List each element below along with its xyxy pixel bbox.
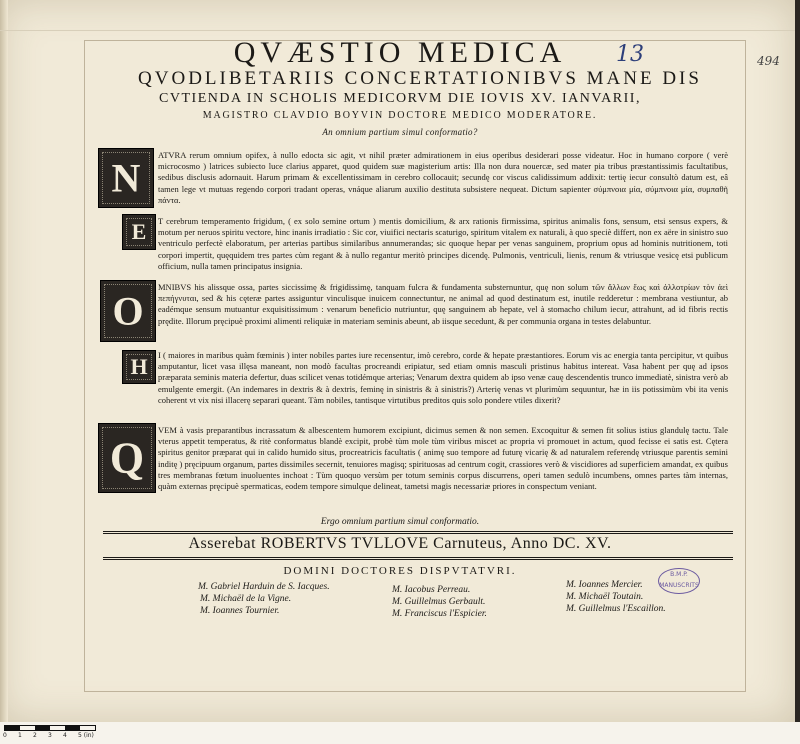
ruler-label: 3 bbox=[48, 732, 52, 739]
rule bbox=[103, 531, 733, 532]
library-stamp: B.M.P. MANUSCRITS bbox=[658, 568, 700, 594]
defender-line: Asserebat ROBERTVS TVLLOVE Carnuteus, Anno DC. XV. bbox=[188, 535, 612, 552]
rule bbox=[103, 533, 733, 534]
doctor-name: M. Guillelmus Gerbault. bbox=[392, 597, 486, 607]
paragraph-2: T cerebrum temperamento frigidum, ( ex solo semine ortum ) mentis domicilium, & arx rationis firmissima, spiritus animalis fons, sensum, etsi sensus expers, & motum per neruos spiritu vectore, hinc inanis irradiatio : Sic cor, viuifici nectaris scaturigo, spiritum vitalem ex naturali, à quo speciè differt, non ex aëre in sinistro suo ventriculo perfectè elaboratum, per arterias partibus similaribus annumerandas; sic quoque hepar per venas sanguinem, proprium opus ad hominis nutritionem, toti corpori impertit, quęquidem tres partes cùm regant & à nullo regantur meritò principes dicendę. Pulmonis, ventriculi, lienis, renum & vtriusque vesicę etsi publicum officium, nulla tamen principatus insignia. bbox=[158, 216, 728, 271]
drop-cap-h bbox=[122, 350, 156, 384]
doctor-name: M. Michaël Toutain. bbox=[566, 592, 644, 602]
drop-cap-letter: E bbox=[131, 219, 147, 244]
doctor-name: M. Gabriel Harduin de S. Iacques. bbox=[198, 582, 330, 592]
title-line-3: CVTIENDA IN SCHOLIS MEDICORVM DIE IOVIS XV. IANVARII, bbox=[159, 91, 641, 106]
drop-cap-letter: Q bbox=[109, 433, 145, 483]
ruler-label: 1 bbox=[18, 732, 22, 739]
drop-cap-letter: N bbox=[111, 155, 141, 201]
title-line-2: QVODLIBETARIIS CONCERTATIONIBVS MANE DIS bbox=[138, 68, 702, 89]
ruler-label: 5 (in) bbox=[78, 732, 94, 739]
drop-cap-letter: O bbox=[112, 288, 144, 334]
doctor-name: M. Ioannes Tournier. bbox=[200, 606, 280, 616]
paragraph-3: MNIBVS his alissque ossa, partes siccissimę & frigidissimę, tanquam fulcra & fundamenta substernuntur, quę non solum τῶν ἄλλων ἕως καὶ ἀλλοτρίων τὸν ἀεὶ πεπήγνυται, sed & his cęteræ partes assiguntur vinculisque inuicem connectuntur, ne animal ad quod destinatum est, inutile redderetur : membrana vestiuntur, ab eadémque sensum mutuantur exquisitissimum : venarum beneficio nutriuntur, quę sanguinem ab hepate, vel à stomacho chilum iecur, attrahunt, ad id fibris rectis prędite. Illorum pręcipuè proximi alimenti reliquiæ in materiam seminis abeunt, ab iisque secedunt, & per communia organa in testes delabuntur. bbox=[158, 282, 728, 326]
fold-line bbox=[0, 30, 795, 31]
ruler-label: 4 bbox=[63, 732, 67, 739]
rule bbox=[103, 559, 733, 560]
doctor-name: M. Guillelmus l'Escaillon. bbox=[566, 604, 666, 614]
doctor-name: M. Franciscus l'Espicier. bbox=[392, 609, 487, 619]
drop-cap-e bbox=[122, 214, 156, 250]
handwritten-number: 13 bbox=[616, 42, 644, 67]
drop-cap-letter: H bbox=[130, 354, 148, 379]
question: An omnium partium simul conformatio? bbox=[322, 127, 478, 137]
conclusion: Ergo omnium partium simul conformatio. bbox=[320, 517, 480, 527]
folio-number: 494 bbox=[757, 54, 780, 68]
doctors-title: DOMINI DOCTORES DISPVTATVRI. bbox=[283, 565, 517, 577]
doctor-name: M. Iacobus Perreau. bbox=[392, 585, 471, 595]
drop-cap-q bbox=[98, 423, 156, 493]
drop-cap-n bbox=[98, 148, 154, 208]
ruler-label: 0 bbox=[3, 732, 7, 739]
drop-cap-o bbox=[100, 280, 156, 342]
paragraph-4: I ( maiores in maribus quàm fœminis ) inter nobiles partes iure recensentur, imò cerebro, corde & hepate præstantiores. Eorum vis ac energia tanta percipitur, vt quibus amputantur, licet vasa illęsa maneant, non modò facultas procreandi eripiatur, sed etiam omnis masculi pristinus habitus intereat. Vasa habent per quę ad ipsos præparata seminis materia defertur, duas scilicet venas totidémque arterias; Venarum dextra quidem ab ipso venæ cauę descendentis trunco immediatè, sinistra verò ab emulgente emergit. (An indemares in dextris & à dextris, feminę in sinistris & à sinistris?) Arterię venas vt plurimùm sequuntur, hæ in iis potissimùm vbi ita venis coherent vt vix nisi illacerę separari queant. Tàm nobiles, tantisque virtutibus preditos quis solo pondere vtiles dixerit? bbox=[158, 350, 728, 405]
title-line-4: MAGISTRO CLAVDIO BOYVIN DOCTORE MEDICO MODERATORE. bbox=[202, 110, 598, 121]
title-line-1: QVÆSTIO MEDICA bbox=[233, 36, 567, 69]
ruler-bar bbox=[4, 725, 96, 731]
paragraph-5: VEM à vasis preparantibus incrassatum & albescentem humorem excipiunt, dicimus semen & non semen. Excoquitur & semen fit solius istius glandulę tactu. Tale vterus appetit temperatus, & ritè conformatus blandè excipit, probè tùm mole tùm viribus miscet ac propria vi promouet in actum, quod fecisse ei satis est. Cętera spiritus genitor præparat qui in calido humido situs, procreatricis facultatis ( animę suo tempore ad futurę vicarię & ad naturalem referendę vtriusque parentis semini inditę ) pręcipuum organum, partes dissimiles secernit, tenuiores magisq; spirituosas ad centrum cogit, crassiores verò & viscidiores ad superficiem amandat, ex quibus tres membranas fœtum inuoluentes inchoat : Tùm quoquo versùm per totum seminis corpus discurrens, operi tamen sedulò incumbens, omnes partes tàm internas, quàm externas pręcipuè spermaticas, eodem tempore simulque delineat, tametsi magis necessariæ priores in conspectum veniant. bbox=[158, 425, 728, 492]
doctor-name: M. Michaël de la Vigne. bbox=[200, 594, 292, 604]
doctor-name: M. Ioannes Mercier. bbox=[566, 580, 643, 590]
rule bbox=[103, 557, 733, 558]
paragraph-1: ATVRA rerum omnium opifex, à nullo edocta sic agit, vt nihil præter admirationem in eius operibus desiderari posse videatur. Hoc in humano corpore ( verè microcosmo ) latrices subiecto luce clarius apparet, quod quidem suæ magisterium artis: Illa non dura nouercæ, sed mater pia tribus præstantissimis facultatibus, sedibus disclusis adornauit. Harum primam & excellentissimam in cerebro collocauit; secundę cor viscus calidissimum addixit: tertię iecur consultò datum est, eâ tamen lege vt mutuas regendo corpori tradant operas, vnáque aliarum auxilio destituta subsistere nequeat. Dictum sapienter σύμπνοια μία, σύμπνοια μία, συμπαθῆ πάντα. bbox=[158, 150, 728, 205]
ruler-label: 2 bbox=[33, 732, 37, 739]
scale-ruler bbox=[0, 722, 800, 744]
